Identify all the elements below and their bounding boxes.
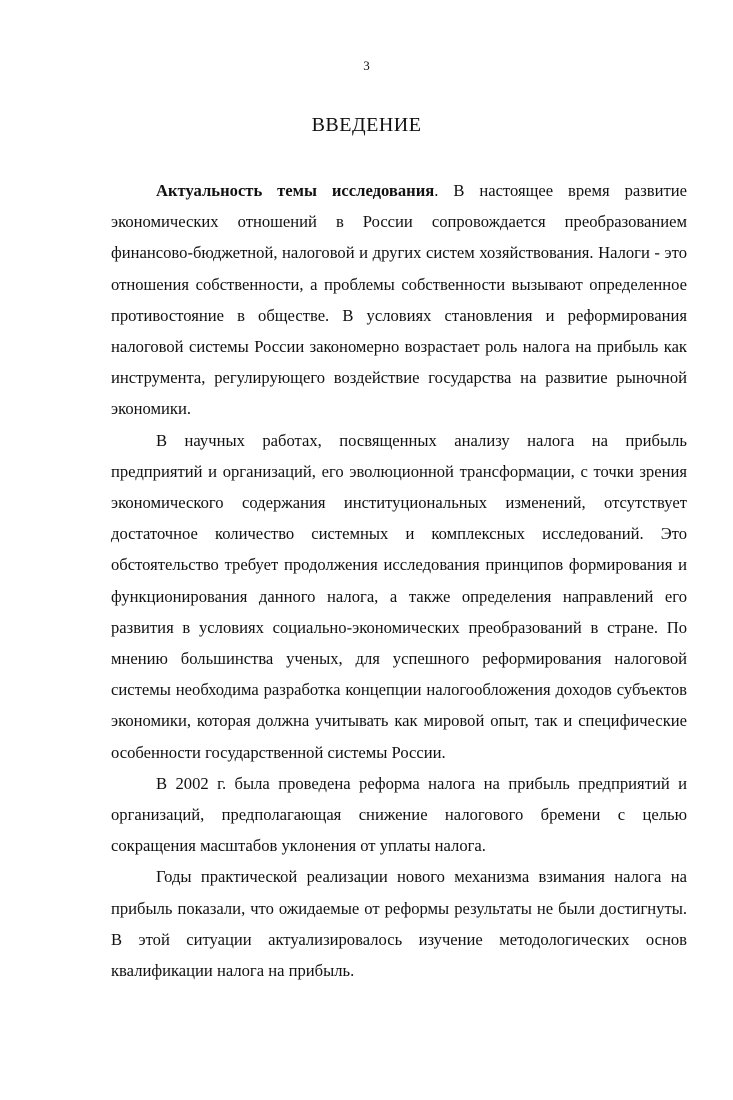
paragraph-text: . В настоящее время развитие экономических отношений в России сопровождается преобразованием финансово-бюджетной, налоговой и других систем хозяйствования. Налоги - это отношения собственности, а проблемы собственности вызывают определенное противостояние в обществе. В условиях становления и реформирования налоговой системы России закономерно возрастает роль налога на прибыль как инструмента, регулирующего воздействие государства на развитие рыночной экономики. [111, 181, 687, 419]
paragraph-lead: Актуальность темы исследования [156, 181, 435, 200]
body-text [111, 175, 687, 986]
paragraph-2: В научных работах, посвященных анализу налога на прибыль предприятий и организаций, его эволюционной трансформации, с точки зрения экономического содержания институциональных изменений, отсутствует достаточное количество системных и комплексных исследований. Это обстоятельство требует продолжения исследования принципов формирования и функционирования данного налога, а также определения направлений его развития в условиях социально-экономических преобразований в стране. По мнению большинства ученых, для успешного реформирования налоговой системы необходима разработка концепции налогообложения доходов субъектов экономики, которая должна учитывать как мировой опыт, так и специфические особенности государственной системы России. [111, 430, 687, 762]
page-title: ВВЕДЕНИЕ [311, 114, 422, 137]
paragraph-4: Годы практической реализации нового механизма взимания налога на прибыль показали, что ожидаемые от реформы результаты не были достигнуты. В этой ситуации актуализировалось изучение методологических основ квалификации налога на прибыль. [111, 867, 687, 981]
paragraph-3: В 2002 г. была проведена реформа налога на прибыль предприятий и организаций, предполагающая снижение налогового бремени с целью сокращения масштабов уклонения от уплаты налога. [111, 773, 687, 856]
paragraph-1 [111, 175, 687, 425]
page-number: 3 [363, 58, 370, 73]
